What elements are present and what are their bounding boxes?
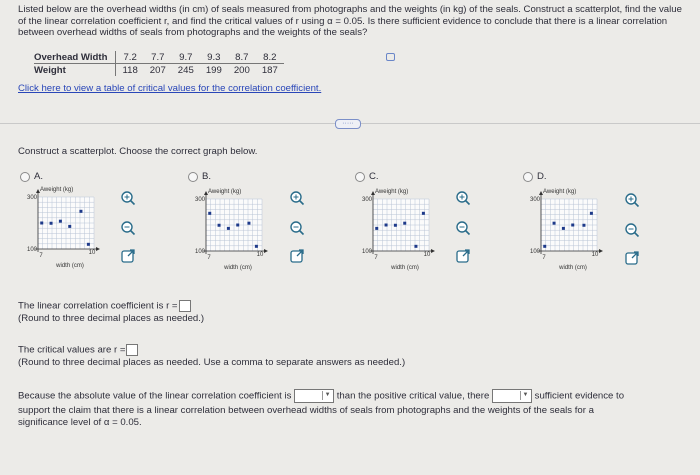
scatterplot-svg [529, 185, 604, 280]
data-point [553, 222, 556, 225]
data-point [422, 212, 425, 215]
conclusion-line-1 [18, 389, 624, 403]
question-text: Listed below are the overhead widths (in cm) of seals measured from photographs and the weights (in kg) of the seals. Construct a scatterplot, find the value of the linear correlation coefficient r, and find the critical values of r using α = 0.05. Is there sufficient evidence to conclude that there is a linear correlation between overhead widths of seals from photographs and the weights of the seals? [18, 4, 682, 39]
table-row [34, 64, 284, 77]
critical-question [18, 344, 138, 356]
data-point [50, 222, 53, 225]
graph-tools-b [289, 190, 309, 290]
critical-values-link[interactable]: Click here to view a table of critical values for the correlation coefficient. [18, 83, 322, 94]
popout-icon[interactable] [289, 248, 305, 264]
popout-icon[interactable] [455, 248, 471, 264]
x-tick-label: 7 [542, 255, 546, 261]
graph-tools-a [120, 190, 140, 290]
data-point [247, 222, 250, 225]
x-axis-arrow [599, 249, 603, 253]
y-tick-label: 300 [194, 197, 205, 203]
data-point [385, 224, 388, 227]
row-header-weight: Weight [34, 64, 116, 77]
scatterplot-d [529, 185, 604, 280]
data-point [562, 227, 565, 230]
x-axis-label: width (cm) [559, 265, 587, 271]
scatterplot-c [361, 185, 436, 280]
data-point [87, 243, 90, 246]
x-axis-arrow [431, 249, 435, 253]
x-axis-label: width (cm) [56, 263, 84, 269]
zoom-in-icon[interactable] [120, 190, 136, 206]
data-point [590, 212, 593, 215]
conclusion-text-2: than the positive critical value, there [336, 390, 490, 402]
option-letter: B. [202, 171, 212, 182]
table-cell: 118 [122, 64, 138, 76]
y-tick-label: 100 [194, 249, 205, 255]
data-point [79, 210, 82, 213]
data-point [403, 222, 406, 225]
table-cell: 199 [205, 64, 222, 76]
conclusion-text-1: Because the absolute value of the linear correlation coefficient is [18, 390, 292, 402]
conclusion-text-3: sufficient evidence to [534, 390, 625, 402]
table-cell: 9.7 [172, 51, 200, 64]
data-point [208, 212, 211, 215]
table-cell: 207 [149, 64, 166, 76]
graph-tools-c [455, 190, 475, 290]
table-cell: 7.7 [144, 51, 172, 64]
table-cell: 7.2 [116, 51, 144, 64]
chevron-down-icon: ▼ [520, 391, 530, 400]
scatterplot-svg [26, 183, 101, 278]
critical-label: The critical values are r = [18, 344, 126, 356]
x-axis-arrow [264, 249, 268, 253]
data-point [227, 227, 230, 230]
x-tick-label: 7 [374, 255, 378, 261]
table-cell: 200 [233, 64, 250, 76]
popout-icon[interactable] [120, 248, 136, 264]
r-hint: (Round to three decimal places as needed.) [18, 313, 205, 324]
data-point [571, 224, 574, 227]
conclusion-line-3: significance level of α = 0.05. [18, 417, 142, 428]
table-cell: 187 [261, 64, 278, 76]
scatterplot-a [26, 183, 101, 278]
chevron-down-icon: ▼ [322, 391, 332, 400]
option-b[interactable] [188, 171, 211, 182]
r-label: The linear correlation coefficient is r = [18, 300, 178, 312]
zoom-out-icon[interactable] [455, 220, 471, 236]
evidence-dropdown[interactable] [492, 389, 532, 403]
copy-data-icon[interactable] [386, 53, 395, 61]
zoom-in-icon[interactable] [289, 190, 305, 206]
y-tick-label: 100 [26, 247, 37, 253]
data-point [255, 245, 258, 248]
table-cell: 9.3 [200, 51, 228, 64]
radio-b[interactable] [188, 172, 198, 182]
scatterplot-b [194, 185, 269, 280]
zoom-in-icon[interactable] [624, 192, 640, 208]
r-question [18, 300, 191, 312]
option-letter: A. [34, 171, 44, 182]
data-point [375, 227, 378, 230]
radio-a[interactable] [20, 172, 30, 182]
option-d[interactable] [523, 171, 547, 182]
option-letter: D. [537, 171, 547, 182]
x-axis-label: width (cm) [224, 265, 252, 271]
y-tick-label: 300 [529, 197, 540, 203]
y-tick-label: 300 [361, 197, 372, 203]
instruction-text: Construct a scatterplot. Choose the correct graph below. [18, 146, 258, 157]
zoom-out-icon[interactable] [289, 220, 305, 236]
table-cell: 245 [177, 64, 194, 76]
data-point [218, 224, 221, 227]
data-point [68, 225, 71, 228]
row-header-width: Overhead Width [34, 51, 116, 64]
y-axis-label: Aweight (kg) [208, 189, 242, 195]
popout-icon[interactable] [624, 250, 640, 266]
y-tick-label: 100 [361, 249, 372, 255]
comparison-dropdown[interactable] [294, 389, 334, 403]
x-tick-label: 10 [88, 250, 96, 256]
critical-hint: (Round to three decimal places as needed. Use a comma to separate answers as needed.) [18, 357, 406, 368]
zoom-out-icon[interactable] [624, 222, 640, 238]
x-tick-label: 10 [423, 252, 431, 258]
radio-c[interactable] [355, 172, 365, 182]
y-tick-label: 100 [529, 249, 540, 255]
y-axis-label: Aweight (kg) [543, 189, 577, 195]
r-answer-box[interactable] [179, 300, 191, 312]
data-point [59, 220, 62, 223]
data-point [414, 245, 417, 248]
option-c[interactable] [355, 171, 379, 182]
zoom-out-icon[interactable] [120, 220, 136, 236]
data-point [543, 245, 546, 248]
scatterplot-svg [194, 185, 269, 280]
option-letter: C. [369, 171, 379, 182]
x-axis-label: width (cm) [391, 265, 419, 271]
table-cell: 8.7 [228, 51, 256, 64]
radio-d[interactable] [523, 172, 533, 182]
data-table [34, 51, 284, 76]
expand-button[interactable]: ····· [335, 119, 361, 129]
data-point [582, 224, 585, 227]
x-tick-label: 7 [39, 253, 43, 259]
data-point [40, 222, 43, 225]
table-row [34, 51, 284, 64]
y-axis-label: Aweight (kg) [40, 187, 74, 193]
data-point [236, 224, 239, 227]
y-axis-label: Aweight (kg) [375, 189, 409, 195]
table-cell: 8.2 [256, 51, 284, 64]
x-tick-label: 10 [256, 252, 264, 258]
x-tick-label: 10 [591, 252, 599, 258]
graph-tools-d [624, 192, 644, 292]
x-axis-arrow [96, 247, 100, 251]
critical-answer-box[interactable] [126, 344, 138, 356]
y-tick-label: 300 [26, 195, 37, 201]
data-point [394, 224, 397, 227]
conclusion-line-2: support the claim that there is a linear correlation between overhead widths of seals from photographs and the weights of the seals for a [18, 405, 594, 416]
x-tick-label: 7 [207, 255, 211, 261]
zoom-in-icon[interactable] [455, 190, 471, 206]
option-a[interactable] [20, 171, 43, 182]
scatterplot-svg [361, 185, 436, 280]
